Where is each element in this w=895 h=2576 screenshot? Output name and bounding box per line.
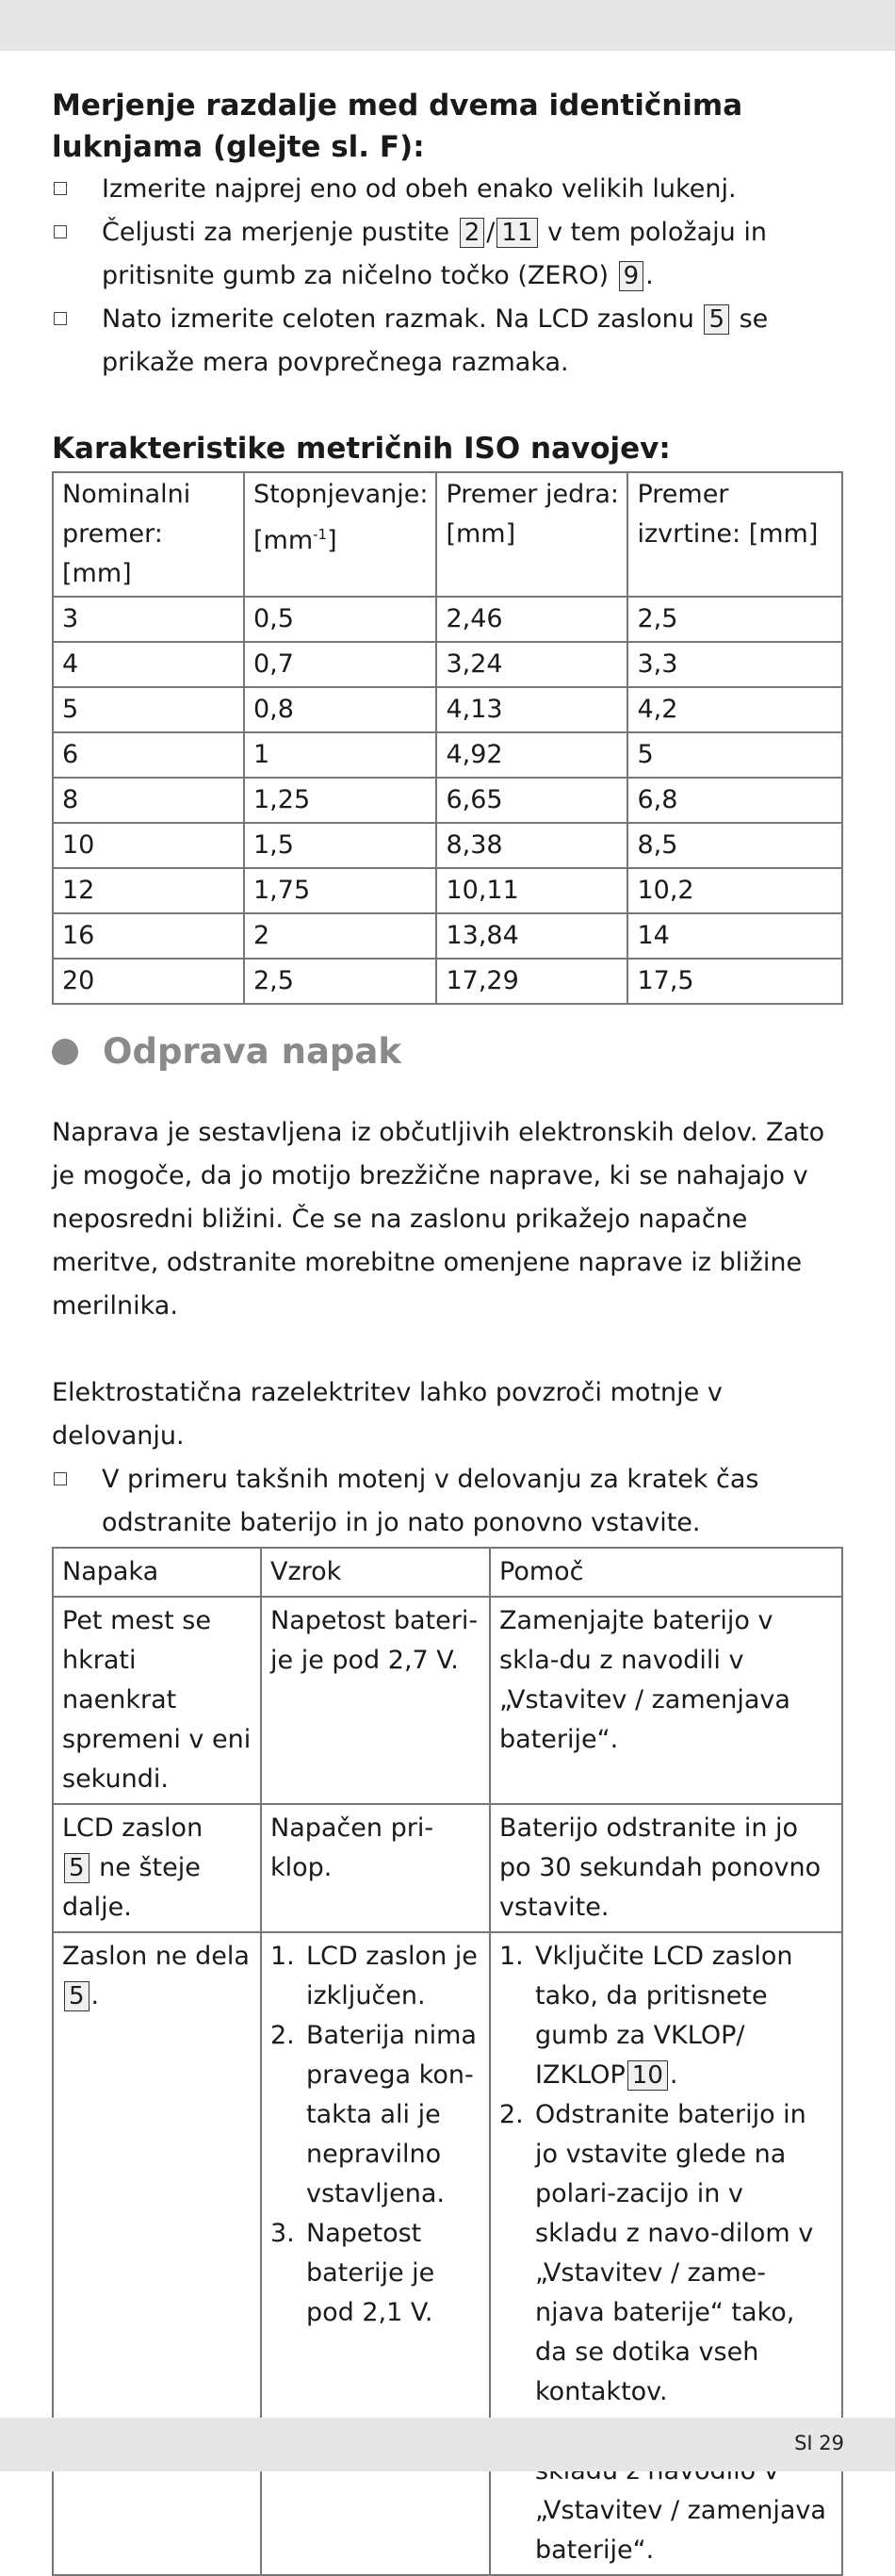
period: .: [645, 261, 654, 290]
table-cell: 4,92: [436, 732, 627, 778]
table-cell: 5: [53, 687, 244, 732]
table-cell: [53, 1804, 261, 1932]
header-cell: Vzrok: [261, 1548, 490, 1597]
list-text: Baterija nima pravega kon-takta ali je nepravilno vstavljena.: [306, 2021, 477, 2208]
list-text: Vključite LCD zaslon tako, da pritisnete gumb za VKLOP/ IZKLOP: [535, 1942, 793, 2090]
table-row: [53, 868, 842, 913]
table-cell: Napetost bateri-je je pod 2,7 V.: [261, 1597, 490, 1804]
table-cell: Baterijo odstranite in jo po 30 sekundah ponovno vstavite.: [490, 1804, 842, 1932]
table-cell: 4,2: [627, 687, 842, 732]
table-cell: 16: [53, 913, 244, 959]
header-text: ]: [327, 526, 337, 555]
list-item: [499, 1937, 834, 2095]
table-cell: 1,25: [244, 778, 436, 823]
table-cell: 3,24: [436, 642, 627, 687]
paragraph: Naprava je sestavljena iz občutljivih elektronskih delov. Zato je mogoče, da jo motijo brezžične naprave, ki se nahajajo v neposredni bližini. Če se na zaslonu prikažejo napačne meritve, odstranite morebitne omenjene naprave iz bližine merilnika.: [52, 1118, 825, 1321]
list-item: [499, 2095, 834, 2412]
part-ref-badge: 11: [496, 218, 537, 248]
table-cell: 1: [244, 732, 436, 778]
part-ref-badge: 5: [704, 304, 729, 335]
table-cell: 4,13: [436, 687, 627, 732]
checkbox-bullet-icon: [54, 182, 67, 195]
table-cell: 0,5: [244, 597, 436, 642]
table-cell: 6: [53, 732, 244, 778]
table-cell: 1,5: [244, 823, 436, 868]
superscript: -1: [313, 526, 328, 543]
help-list: [499, 1937, 834, 2570]
checkbox-bullet-icon: [54, 1472, 67, 1485]
table-cell: 3: [53, 597, 244, 642]
iso-thread-table: [52, 471, 843, 1005]
header-cell: Premer jedra: [mm]: [436, 472, 627, 597]
list-text: .: [669, 2060, 678, 2090]
table-cell: 10,2: [627, 868, 842, 913]
table-row: [53, 732, 842, 778]
checkbox-bullet-icon: [54, 312, 67, 325]
part-ref-badge: 2: [460, 218, 485, 248]
cell-text: ne šteje dalje.: [62, 1853, 201, 1922]
slash: /: [486, 218, 496, 247]
list-item: [270, 2214, 481, 2333]
section-heading-iso: Karakteristike metričnih ISO navojev:: [52, 432, 671, 466]
table-cell: 12: [53, 868, 244, 913]
header-cell: Pomoč: [490, 1548, 842, 1597]
table-cell: 0,7: [244, 642, 436, 687]
table-cell: Zamenjajte baterijo v skla-du z navodili v „Vstavitev / zamenjava baterije“.: [490, 1597, 842, 1804]
list-number: 3.: [270, 2219, 295, 2248]
header-cell: Napaka: [53, 1548, 261, 1597]
table-cell: 6,8: [627, 778, 842, 823]
table-row: [53, 778, 842, 823]
list-text: LCD zaslon je izključen.: [306, 1942, 478, 2010]
iso-table-body: [53, 597, 842, 1004]
table-cell: 14: [627, 913, 842, 959]
table-cell: 0,8: [244, 687, 436, 732]
table-cell: [261, 1932, 490, 2575]
table-cell: 2,5: [627, 597, 842, 642]
header-cell: Nominalni premer: [mm]: [53, 472, 244, 597]
bullet-text: se prikaže mera povprečnega razmaka.: [102, 304, 769, 377]
list-number: 1.: [499, 1942, 524, 1971]
table-cell: 8,5: [627, 823, 842, 868]
table-row: [53, 597, 842, 642]
table-row: [53, 687, 842, 732]
table-cell: 1,75: [244, 868, 436, 913]
list-number: 2.: [499, 2100, 524, 2129]
table-cell: 8,38: [436, 823, 627, 868]
cell-text: Zaslon ne dela: [62, 1942, 250, 1971]
table-cell: 2,5: [244, 959, 436, 1004]
table-row: [53, 1932, 842, 2575]
table-cell: 2: [244, 913, 436, 959]
list-number: 1.: [270, 1942, 295, 1971]
top-margin-bar: [0, 0, 895, 51]
cell-text: .: [90, 1981, 100, 2010]
table-cell: 20: [53, 959, 244, 1004]
table-header-row: [53, 1548, 842, 1597]
table-row: [53, 1804, 842, 1932]
part-ref-badge: 10: [627, 2060, 668, 2091]
list-item: [270, 1937, 481, 2016]
bullet-item: [52, 298, 843, 385]
section-heading-distance: Merjenje razdalje med dvema identičnima luknjama (glejte sl. F):: [52, 89, 743, 164]
table-header-row: [53, 472, 842, 597]
bullet-item: [52, 211, 843, 298]
bullet-item: [52, 1458, 843, 1545]
table-cell: [490, 1932, 842, 2575]
table-row: [53, 913, 842, 959]
bullet-text: Izmerite najprej eno od obeh enako velikih lukenj.: [102, 174, 737, 204]
list-text: „Vstavitev / zamenjava baterije“.: [535, 2496, 826, 2565]
table-cell: 17,5: [627, 959, 842, 1004]
table-cell: 17,29: [436, 959, 627, 1004]
bullet-text: V primeru takšnih motenj v delovanju za kratek čas odstranite baterijo in jo nato ponovno vstavite.: [102, 1465, 759, 1537]
part-ref-badge: 9: [619, 261, 644, 291]
part-ref-badge: 5: [64, 1981, 90, 2011]
header-cell: [244, 472, 436, 597]
list-number: 2.: [270, 2021, 295, 2050]
list-text: Odstranite baterijo in jo vstavite glede na polari-zacijo in v skladu z navo-dilom v „Vstavitev / zame-njava baterije“ tako, da se dotika vseh kontaktov.: [535, 2100, 814, 2406]
bottom-margin-bar: [0, 2418, 895, 2471]
table-cell: 5: [627, 732, 842, 778]
table-row: [53, 642, 842, 687]
list-item: [270, 2016, 481, 2214]
section-heading-troubleshooting: [52, 1031, 843, 1072]
checkbox-bullet-icon: [54, 225, 67, 238]
table-cell: Napačen pri-klop.: [261, 1804, 490, 1932]
table-cell: 4: [53, 642, 244, 687]
paragraph: Elektrostatična razelektritev lahko povzroči motnje v delovanju.: [52, 1378, 723, 1451]
part-ref-badge: 5: [64, 1853, 90, 1883]
table-cell: 2,46: [436, 597, 627, 642]
table-cell: 3,3: [627, 642, 842, 687]
header-cell: Premer izvrtine: [mm]: [627, 472, 842, 597]
list-text: Napetost baterije je pod 2,1 V.: [306, 2219, 435, 2327]
table-cell: 6,65: [436, 778, 627, 823]
table-cell: [53, 1932, 261, 2575]
bullet-text: Nato izmerite celoten razmak. Na LCD zaslonu: [102, 304, 694, 334]
table-cell: 13,84: [436, 913, 627, 959]
bullet-item: [52, 168, 843, 211]
table-cell: 10,11: [436, 868, 627, 913]
page-content: [52, 85, 843, 2576]
cause-list: [270, 1937, 481, 2333]
bullet-text: Čeljusti za merjenje pustite: [102, 218, 450, 247]
table-row: [53, 1597, 842, 1804]
bullet-dot-icon: [52, 1039, 78, 1065]
table-row: [53, 959, 842, 1004]
cell-text: LCD zaslon: [62, 1813, 203, 1843]
bullet-text: v tem položaju in pritisnite gumb za ničelno točko (ZERO): [102, 218, 767, 290]
header-text: Stopnjevanje: [mm: [253, 480, 429, 555]
table-row: [53, 823, 842, 868]
table-cell: 10: [53, 823, 244, 868]
heading-text: Odprava napak: [103, 1031, 401, 1072]
table-cell: 8: [53, 778, 244, 823]
table-cell: Pet mest se hkrati naenkrat spremeni v eni sekundi.: [53, 1597, 261, 1804]
page-number: SI 29: [794, 2432, 844, 2454]
